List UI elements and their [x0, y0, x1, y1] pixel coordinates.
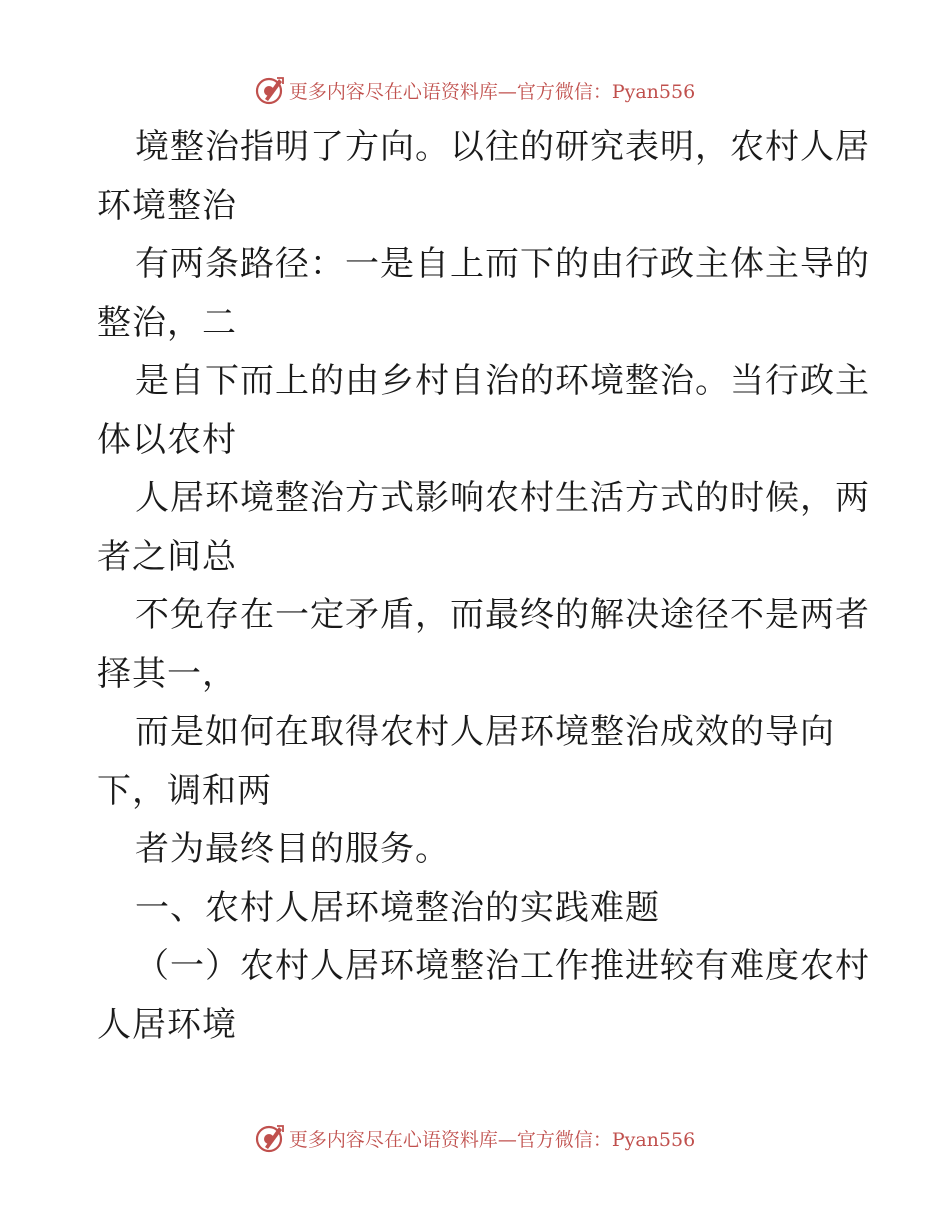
- paragraph-line: 而是如何在取得农村人居环境整治成效的导向: [135, 712, 835, 752]
- paragraph: [97, 586, 870, 703]
- paragraph-line: 整治，二: [97, 302, 237, 343]
- paragraph-line: 一、农村人居环境整治的实践难题: [135, 887, 660, 928]
- paragraph-line: 者之间总: [97, 536, 237, 577]
- paragraph-line: 不免存在一定矛盾，而最终的解决途径不是两者: [135, 595, 870, 635]
- paragraph-line: （一）农村人居环境整治工作推进较有难度农村: [135, 946, 870, 986]
- paragraph-line: 体以农村: [97, 419, 237, 460]
- document-logo-icon: [255, 75, 285, 105]
- paragraph: [97, 469, 870, 586]
- paragraph-line: 择其一，: [97, 653, 237, 694]
- header-text: 更多内容尽在心语资料库—官方微信：Pyan556: [288, 80, 696, 103]
- paragraph-line: 人居环境: [97, 1004, 237, 1045]
- paragraph: [97, 820, 857, 879]
- paragraph: [97, 703, 857, 820]
- body-content: [97, 118, 870, 1054]
- paragraph-line: 人居环境整治方式影响农村生活方式的时候，两: [135, 478, 870, 518]
- paragraph-line: 下，调和两: [97, 770, 272, 811]
- paragraph: [97, 235, 870, 352]
- footer-text: 更多内容尽在心语资料库—官方微信：Pyan556: [288, 1128, 696, 1151]
- document-logo-icon: [255, 1123, 285, 1153]
- paragraph-line: 有两条路径：一是自上而下的由行政主体主导的: [135, 244, 870, 284]
- section-heading: [97, 879, 857, 938]
- header-banner: [0, 70, 950, 110]
- paragraph-line: 者为最终目的服务。: [135, 829, 450, 869]
- paragraph: [97, 352, 870, 469]
- paragraph: [97, 118, 870, 235]
- paragraph-line: 境整治指明了方向。以往的研究表明，农村人居: [135, 127, 870, 167]
- paragraph-line: 是自下而上的由乡村自治的环境整治。当行政主: [135, 361, 870, 401]
- subsection-heading: [97, 937, 870, 1054]
- footer-banner: [0, 1118, 950, 1158]
- paragraph-line: 环境整治: [97, 185, 237, 226]
